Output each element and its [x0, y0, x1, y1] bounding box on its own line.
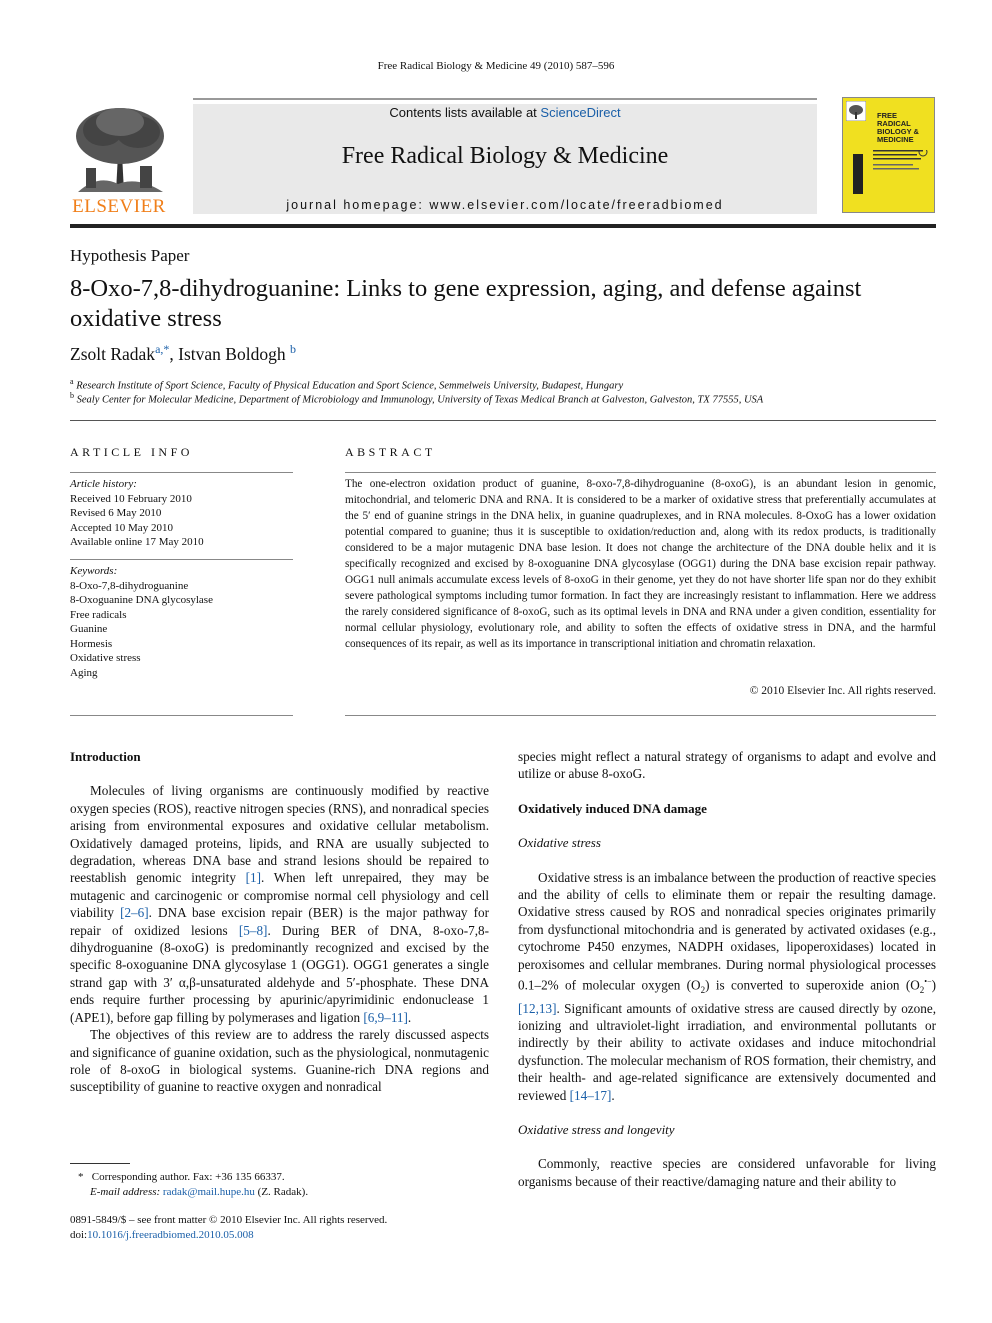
- email-suffix: (Z. Radak).: [254, 1186, 309, 1198]
- title-rule: [70, 420, 936, 421]
- text-run: ) is converted to superoxide anion (O: [705, 977, 920, 993]
- cover-logo-icon: [846, 101, 866, 121]
- text-run: . When left unrepaired, they may be mutagenic and carcinogenic or compromise normal cell physiology and cell viability: [70, 870, 489, 921]
- intro-paragraph: [70, 782, 489, 1026]
- right-column: [518, 748, 936, 1190]
- abstract-bottom-rule: [345, 715, 936, 716]
- footnote-mark: *: [78, 1171, 84, 1183]
- text-run: Molecules of living organisms are continuously modified by reactive oxygen species (ROS), reactive nitrogen species (RNS), and nonradical species arising from environmental exposures and oxidative cellular metabolism. Oxidatively damaged proteins, lipids, and RNA are usually subjected to degradation, whereas DNA base and strand lesions should be repaired to reestablish genomic integrity: [70, 783, 489, 886]
- email-link[interactable]: radak@mail.hupe.hu: [162, 1186, 255, 1198]
- author-list: [70, 342, 296, 365]
- publisher-name: ELSEVIER: [72, 196, 166, 217]
- citation-link[interactable]: [5–8]: [238, 922, 268, 938]
- body-paragraph: Commonly, reactive species are considered unfavorable for living organisms because of their reactive/damaging nature and their ability to: [518, 1156, 936, 1189]
- keyword: Hormesis: [70, 637, 113, 650]
- journal-reference: Free Radical Biology & Medicine 49 (2010) 587–596: [377, 60, 615, 72]
- intro-heading: Introduction: [70, 749, 141, 764]
- cover-title-line: BIOLOGY &: [877, 127, 919, 136]
- text-run: .: [611, 1087, 615, 1103]
- citation-link[interactable]: [6,9–11]: [363, 1009, 408, 1025]
- keyword: Oxidative stress: [70, 652, 141, 664]
- text-run: ): [931, 977, 937, 993]
- info-rule: [70, 472, 293, 473]
- affil-mark: b: [70, 391, 74, 400]
- text-run: . DNA base excision repair (BER) is the major pathway for repair of oxidized lesions: [70, 905, 489, 938]
- journal-homepage[interactable]: journal homepage: www.elsevier.com/locate/freeradbiomed: [286, 198, 724, 212]
- history-item: Received 10 February 2010: [70, 492, 192, 505]
- abstract-heading: ABSTRACT: [345, 445, 436, 459]
- citation-link[interactable]: [2–6]: [120, 905, 149, 921]
- subsection-heading: Oxidative stress and longevity: [518, 1121, 675, 1137]
- author-name[interactable]: Istvan Boldogh: [178, 343, 286, 364]
- author-affil-sup[interactable]: a,*: [155, 342, 170, 356]
- subscript: 2: [919, 985, 925, 996]
- cover-title-line: MEDICINE: [877, 135, 914, 144]
- abstract-rule: [345, 472, 936, 473]
- article-info-heading: ARTICLE INFO: [70, 445, 193, 459]
- cover-title-line: RADICAL: [877, 119, 911, 128]
- text-run: .: [407, 1009, 412, 1025]
- cover-lines-decoration: [853, 150, 929, 206]
- abstract-copyright: © 2010 Elsevier Inc. All rights reserved.: [749, 685, 936, 697]
- citation-link[interactable]: [14–17]: [569, 1087, 612, 1103]
- keywords-rule: [70, 559, 293, 560]
- author-separator: ,: [169, 343, 179, 364]
- affil-text: Sealy Center for Molecular Medicine, Department of Microbiology and Immunology, University of Texas Medical Branch at Galveston, Galveston, TX 77555, USA: [76, 394, 764, 406]
- keyword: Guanine: [70, 623, 108, 635]
- keyword: Free radicals: [70, 608, 127, 621]
- body-paragraph: [518, 869, 936, 1104]
- abstract-text: The one-electron oxidation product of guanine, 8-oxo-7,8-dihydroguanine (8-oxoG), is an abundant lesion in genomic, mitochondrial, and telomeric DNA and RNA. It is considered to be a marker of oxidative stress that preferentially accumulates at the 5′ end of guanine strings in the DNA helix, in guanine quadruplexes, and in RNA molecules. 8-OxoG has a lower oxidation potential compared to guanine; thus it is susceptible to oxidation/reduction and, along with its redox products, is traditionally considered to be a major mutagenic DNA base lesion. It does not change the architecture of the DNA double helix and it is specifically recognized and excised by 8-oxoguanine DNA glycosylase (OGG1) during the DNA base excision repair pathway. OGG1 null animals accumulate excess levels of 8-oxoG in their genome, yet they do not have shorter life span nor do they exhibit severe pathological symptoms including tumor formation. In fact they are increasingly resistant to inflammation. Here we address the rarely considered significance of 8-oxoG, such as its optimal levels in DNA and RNA under a given condition, essentiality for normal cellular physiology, evolutionary role, and ability to soften the effects of oxidative stress in DNA, and the harmful consequences of its repair, as well as its importance in transcriptional initiation and chromatin relaxation.: [345, 478, 936, 650]
- article-history: [70, 477, 293, 550]
- citation-link[interactable]: [12,13]: [518, 1000, 557, 1016]
- history-item: Accepted 10 May 2010: [70, 521, 173, 534]
- subscript: 2: [700, 985, 706, 996]
- history-item: Revised 6 May 2010: [70, 507, 162, 519]
- cover-title-line: FREE: [877, 111, 898, 120]
- paper-type: Hypothesis Paper: [70, 246, 190, 265]
- section-heading: Oxidatively induced DNA damage: [518, 800, 707, 816]
- body-paragraph: species might reflect a natural strategy of organisms to adapt and evolve and utilize or abuse 8-oxoG.: [518, 749, 936, 782]
- keywords-label: Keywords:: [70, 565, 118, 577]
- info-bottom-rule: [70, 715, 293, 716]
- subsection-heading: Oxidative stress: [518, 835, 601, 851]
- corresponding-author-note: [78, 1170, 498, 1200]
- banner-rule: [193, 98, 817, 100]
- keyword: Aging: [70, 666, 98, 679]
- history-item: Available online 17 May 2010: [70, 536, 204, 548]
- affiliation-a: [70, 377, 623, 392]
- contents-prefix: Contents lists available at: [389, 105, 541, 120]
- contents-line: [193, 105, 817, 120]
- superscript: •−: [924, 977, 932, 987]
- email-label: E-mail address:: [90, 1186, 163, 1198]
- front-matter: [70, 1213, 500, 1243]
- journal-title: Free Radical Biology & Medicine: [341, 143, 669, 169]
- intro-paragraph: The objectives of this review are to address the rarely discussed aspects and significance of guanine oxidation, such as the physiological, nonmutagenic role of 8-oxoG in biological systems. Guanine-rich DNA regions and susceptibility of guanine to reactive oxygen and nonradical: [70, 1027, 489, 1095]
- paper-title: 8-Oxo-7,8-dihydroguanine: Links to gene expression, aging, and defense against oxidative stress: [70, 275, 862, 332]
- footnote-rule: [70, 1163, 130, 1164]
- history-label: Article history:: [70, 478, 137, 490]
- affil-text: Research Institute of Sport Science, Faculty of Physical Education and Sport Science, Semmelweis University, Budapest, Hungary: [76, 380, 624, 392]
- keyword: 8-Oxo-7,8-dihydroguanine: [70, 579, 189, 592]
- text-run: . Significant amounts of oxidative stress are caused directly by ozone, ionizing and ultraviolet-light irradiation, and environmental pollutants or indirectly by their ability to activate oxidases and induce mitochondrial dysfunction. The molecular mechanism of ROS formation, their chemistry, and their health- and age-related significance are extensively documented and reviewed: [518, 1000, 936, 1103]
- header-thick-rule: [70, 224, 936, 228]
- doi-link[interactable]: 10.1016/j.freeradbiomed.2010.05.008: [87, 1229, 254, 1241]
- keywords: [70, 564, 293, 680]
- text-run: Oxidative stress is an imbalance between the production of reactive species and the ability of cells to eliminate them or repair the resulting damage. Oxidative stress caused by ROS and nonradical species originates primarily from dysfunctional mitochondria and is generated by activated oxidases (e.g., cytochrome P450 enzymes, NADPH oxidases, lipoperoxidases) located in peroxisomes and cellular membranes. During normal physiological processes 0.1–2% of molecular oxygen (O: [518, 869, 936, 993]
- author-name[interactable]: Zsolt Radak: [70, 343, 156, 364]
- affil-mark: a: [70, 377, 74, 386]
- keyword: 8-Oxoguanine DNA glycosylase: [70, 594, 213, 606]
- doi-label: doi:: [70, 1229, 88, 1241]
- journal-cover-image: [842, 97, 935, 213]
- author-affil-sup[interactable]: b: [289, 342, 296, 356]
- affiliation-b: [70, 391, 763, 406]
- left-column: [70, 748, 489, 1096]
- citation-link[interactable]: [1]: [245, 870, 262, 886]
- cover-title: [877, 112, 919, 144]
- issn-line: 0891-5849/$ – see front matter © 2010 Elsevier Inc. All rights reserved.: [70, 1214, 388, 1226]
- text-run: . During BER of DNA, 8-oxo-7,8-dihydroguanine (8-oxoG) is predominantly recognized and excised by the specific 8-oxoguanine DNA glycosylase 1 (OGG1). OGG1 generates a single strand gap with 3′ α,β-unsaturated aldehyde and 5′-phosphate. These DNA ends require further processing by apurinic/apyrimidinic endonuclease 1 (APE1), before gap filling by polymerases and ligation: [70, 922, 489, 1025]
- corresponding-text: Corresponding author. Fax: +36 135 66337.: [91, 1171, 285, 1183]
- sciencedirect-link[interactable]: ScienceDirect: [540, 105, 621, 120]
